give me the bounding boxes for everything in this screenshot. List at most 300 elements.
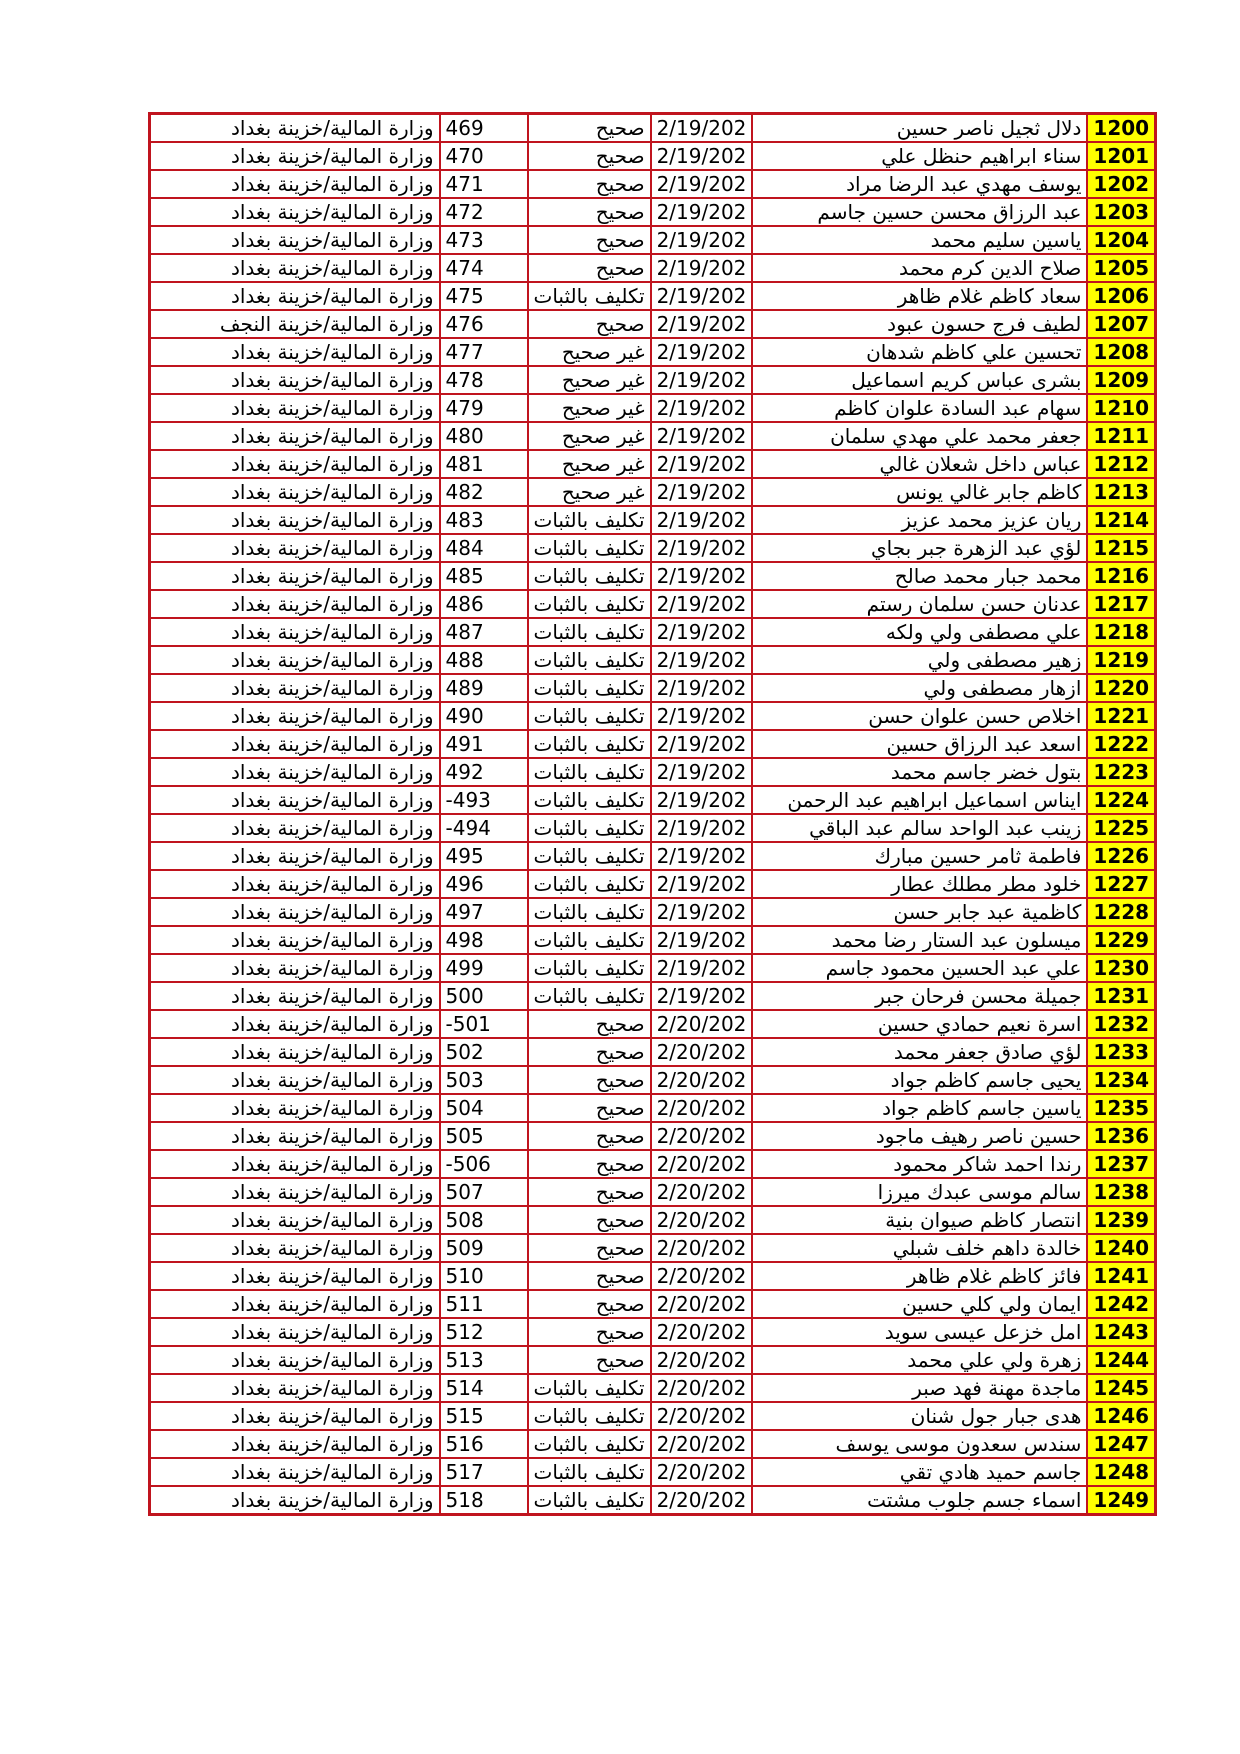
- status-cell: تكليف بالثبات: [528, 926, 651, 954]
- ministry-cell: وزارة المالية/خزينة بغداد: [150, 1458, 440, 1486]
- table-row: [150, 842, 1156, 870]
- full-name-cell: جاسم حميد هادي تقي: [752, 1458, 1087, 1486]
- table-row: [150, 534, 1156, 562]
- ministry-cell: وزارة المالية/خزينة بغداد: [150, 254, 440, 282]
- status-cell: تكليف بالثبات: [528, 842, 651, 870]
- table-row: [150, 898, 1156, 926]
- record-id-cell: 1226: [1087, 842, 1155, 870]
- status-cell: غير صحيح: [528, 394, 651, 422]
- record-id-cell: 1230: [1087, 954, 1155, 982]
- record-id-cell: 1227: [1087, 870, 1155, 898]
- full-name-cell: اسرة نعيم حمادي حسين: [752, 1010, 1087, 1038]
- sequence-number-cell: 517: [440, 1458, 528, 1486]
- sequence-number-cell: 492: [440, 758, 528, 786]
- table-row: [150, 1318, 1156, 1346]
- sequence-number-cell: 474: [440, 254, 528, 282]
- record-id-cell: 1224: [1087, 786, 1155, 814]
- date-cell: 2/19/202: [651, 226, 753, 254]
- table-row: [150, 758, 1156, 786]
- full-name-cell: بشرى عباس كريم اسماعيل: [752, 366, 1087, 394]
- sequence-number-cell: 495: [440, 842, 528, 870]
- full-name-cell: زهير مصطفى ولي: [752, 646, 1087, 674]
- date-cell: 2/19/202: [651, 310, 753, 338]
- record-id-cell: 1248: [1087, 1458, 1155, 1486]
- sequence-number-cell: 486: [440, 590, 528, 618]
- status-cell: صحيح: [528, 1038, 651, 1066]
- status-cell: صحيح: [528, 1066, 651, 1094]
- date-cell: 2/20/202: [651, 1066, 753, 1094]
- full-name-cell: ازهار مصطفى ولي: [752, 674, 1087, 702]
- sequence-number-cell: 497: [440, 898, 528, 926]
- ministry-cell: وزارة المالية/خزينة بغداد: [150, 1318, 440, 1346]
- ministry-cell: وزارة المالية/خزينة بغداد: [150, 1206, 440, 1234]
- table-row: [150, 1122, 1156, 1150]
- full-name-cell: كاظمية عبد جابر حسن: [752, 898, 1087, 926]
- table-row: [150, 478, 1156, 506]
- table-row: [150, 310, 1156, 338]
- table-row: [150, 1458, 1156, 1486]
- status-cell: غير صحيح: [528, 478, 651, 506]
- full-name-cell: رندا احمد شاكر محمود: [752, 1150, 1087, 1178]
- table-row: [150, 1150, 1156, 1178]
- date-cell: 2/20/202: [651, 1150, 753, 1178]
- record-id-cell: 1245: [1087, 1374, 1155, 1402]
- record-id-cell: 1209: [1087, 366, 1155, 394]
- date-cell: 2/19/202: [651, 730, 753, 758]
- ministry-cell: وزارة المالية/خزينة بغداد: [150, 422, 440, 450]
- record-id-cell: 1243: [1087, 1318, 1155, 1346]
- ministry-cell: وزارة المالية/خزينة بغداد: [150, 814, 440, 842]
- record-id-cell: 1221: [1087, 702, 1155, 730]
- full-name-cell: ميسلون عبد الستار رضا محمد: [752, 926, 1087, 954]
- record-id-cell: 1220: [1087, 674, 1155, 702]
- records-table: [148, 112, 1157, 1516]
- full-name-cell: حسين ناصر رهيف ماجود: [752, 1122, 1087, 1150]
- ministry-cell: وزارة المالية/خزينة بغداد: [150, 478, 440, 506]
- sequence-number-cell: 511: [440, 1290, 528, 1318]
- record-id-cell: 1228: [1087, 898, 1155, 926]
- status-cell: تكليف بالثبات: [528, 562, 651, 590]
- ministry-cell: وزارة المالية/خزينة بغداد: [150, 1178, 440, 1206]
- status-cell: تكليف بالثبات: [528, 898, 651, 926]
- full-name-cell: محمد جبار محمد صالح: [752, 562, 1087, 590]
- record-id-cell: 1222: [1087, 730, 1155, 758]
- sequence-number-cell: 478: [440, 366, 528, 394]
- table-row: [150, 814, 1156, 842]
- status-cell: تكليف بالثبات: [528, 534, 651, 562]
- status-cell: صحيح: [528, 1318, 651, 1346]
- sequence-number-cell: 503: [440, 1066, 528, 1094]
- sequence-number-cell: 479: [440, 394, 528, 422]
- sequence-number-cell: 508: [440, 1206, 528, 1234]
- ministry-cell: وزارة المالية/خزينة بغداد: [150, 282, 440, 310]
- table-row: [150, 590, 1156, 618]
- status-cell: صحيح: [528, 1094, 651, 1122]
- table-row: [150, 786, 1156, 814]
- full-name-cell: كاظم جابر غالي يونس: [752, 478, 1087, 506]
- record-id-cell: 1211: [1087, 422, 1155, 450]
- record-id-cell: 1235: [1087, 1094, 1155, 1122]
- table-row: [150, 282, 1156, 310]
- full-name-cell: عباس داخل شعلان غالي: [752, 450, 1087, 478]
- table-row: [150, 1094, 1156, 1122]
- table-row: [150, 338, 1156, 366]
- table-row: [150, 198, 1156, 226]
- date-cell: 2/19/202: [651, 282, 753, 310]
- date-cell: 2/19/202: [651, 534, 753, 562]
- table-row: [150, 254, 1156, 282]
- date-cell: 2/19/202: [651, 898, 753, 926]
- table-row: [150, 1430, 1156, 1458]
- record-id-cell: 1202: [1087, 170, 1155, 198]
- sequence-number-cell: 515: [440, 1402, 528, 1430]
- date-cell: 2/19/202: [651, 870, 753, 898]
- status-cell: صحيح: [528, 1150, 651, 1178]
- ministry-cell: وزارة المالية/خزينة بغداد: [150, 534, 440, 562]
- sequence-number-cell: 498: [440, 926, 528, 954]
- full-name-cell: لطيف فرج حسون عبود: [752, 310, 1087, 338]
- date-cell: 2/19/202: [651, 114, 753, 143]
- full-name-cell: بتول خضر جاسم محمد: [752, 758, 1087, 786]
- status-cell: صحيح: [528, 1234, 651, 1262]
- table-row: [150, 1234, 1156, 1262]
- sequence-number-cell: 472: [440, 198, 528, 226]
- ministry-cell: وزارة المالية/خزينة بغداد: [150, 338, 440, 366]
- date-cell: 2/19/202: [651, 954, 753, 982]
- sequence-number-cell: 516: [440, 1430, 528, 1458]
- full-name-cell: انتصار كاظم صيوان بنية: [752, 1206, 1087, 1234]
- ministry-cell: وزارة المالية/خزينة بغداد: [150, 170, 440, 198]
- table-row: [150, 170, 1156, 198]
- record-id-cell: 1241: [1087, 1262, 1155, 1290]
- ministry-cell: وزارة المالية/خزينة بغداد: [150, 198, 440, 226]
- ministry-cell: وزارة المالية/خزينة بغداد: [150, 730, 440, 758]
- sequence-number-cell: 487: [440, 618, 528, 646]
- status-cell: تكليف بالثبات: [528, 814, 651, 842]
- record-id-cell: 1216: [1087, 562, 1155, 590]
- table-row: [150, 366, 1156, 394]
- full-name-cell: زينب عبد الواحد سالم عبد الباقي: [752, 814, 1087, 842]
- sequence-number-cell: 480: [440, 422, 528, 450]
- sequence-number-cell: 504: [440, 1094, 528, 1122]
- date-cell: 2/19/202: [651, 506, 753, 534]
- table-row: [150, 982, 1156, 1010]
- date-cell: 2/20/202: [651, 1402, 753, 1430]
- record-id-cell: 1201: [1087, 142, 1155, 170]
- full-name-cell: عبد الرزاق محسن حسين جاسم: [752, 198, 1087, 226]
- date-cell: 2/19/202: [651, 422, 753, 450]
- sequence-number-cell: 509: [440, 1234, 528, 1262]
- status-cell: تكليف بالثبات: [528, 870, 651, 898]
- full-name-cell: جعفر محمد علي مهدي سلمان: [752, 422, 1087, 450]
- status-cell: صحيح: [528, 170, 651, 198]
- sequence-number-cell: -493: [440, 786, 528, 814]
- sequence-number-cell: -501: [440, 1010, 528, 1038]
- ministry-cell: وزارة المالية/خزينة بغداد: [150, 562, 440, 590]
- status-cell: تكليف بالثبات: [528, 702, 651, 730]
- full-name-cell: علي عبد الحسين محمود جاسم: [752, 954, 1087, 982]
- status-cell: صحيح: [528, 1122, 651, 1150]
- ministry-cell: وزارة المالية/خزينة بغداد: [150, 142, 440, 170]
- ministry-cell: وزارة المالية/خزينة بغداد: [150, 114, 440, 143]
- ministry-cell: وزارة المالية/خزينة بغداد: [150, 366, 440, 394]
- ministry-cell: وزارة المالية/خزينة بغداد: [150, 674, 440, 702]
- ministry-cell: وزارة المالية/خزينة بغداد: [150, 870, 440, 898]
- table-row: [150, 142, 1156, 170]
- sequence-number-cell: 469: [440, 114, 528, 143]
- table-row: [150, 1290, 1156, 1318]
- status-cell: تكليف بالثبات: [528, 1430, 651, 1458]
- ministry-cell: وزارة المالية/خزينة بغداد: [150, 898, 440, 926]
- status-cell: غير صحيح: [528, 338, 651, 366]
- table-row: [150, 1346, 1156, 1374]
- date-cell: 2/20/202: [651, 1458, 753, 1486]
- record-id-cell: 1247: [1087, 1430, 1155, 1458]
- date-cell: 2/20/202: [651, 1206, 753, 1234]
- status-cell: صحيح: [528, 198, 651, 226]
- date-cell: 2/20/202: [651, 1038, 753, 1066]
- ministry-cell: وزارة المالية/خزينة بغداد: [150, 1234, 440, 1262]
- ministry-cell: وزارة المالية/خزينة بغداد: [150, 1290, 440, 1318]
- sequence-number-cell: 502: [440, 1038, 528, 1066]
- full-name-cell: اسعد عبد الرزاق حسين: [752, 730, 1087, 758]
- record-id-cell: 1229: [1087, 926, 1155, 954]
- full-name-cell: سالم موسى عبدك ميرزا: [752, 1178, 1087, 1206]
- status-cell: صحيح: [528, 1346, 651, 1374]
- date-cell: 2/20/202: [651, 1010, 753, 1038]
- record-id-cell: 1231: [1087, 982, 1155, 1010]
- record-id-cell: 1200: [1087, 114, 1155, 143]
- status-cell: صحيح: [528, 226, 651, 254]
- sequence-number-cell: 505: [440, 1122, 528, 1150]
- status-cell: تكليف بالثبات: [528, 1458, 651, 1486]
- date-cell: 2/19/202: [651, 618, 753, 646]
- ministry-cell: وزارة المالية/خزينة بغداد: [150, 1374, 440, 1402]
- ministry-cell: وزارة المالية/خزينة بغداد: [150, 954, 440, 982]
- status-cell: غير صحيح: [528, 450, 651, 478]
- table-row: [150, 1038, 1156, 1066]
- sequence-number-cell: -494: [440, 814, 528, 842]
- date-cell: 2/20/202: [651, 1262, 753, 1290]
- full-name-cell: سندس سعدون موسى يوسف: [752, 1430, 1087, 1458]
- ministry-cell: وزارة المالية/خزينة بغداد: [150, 590, 440, 618]
- ministry-cell: وزارة المالية/خزينة بغداد: [150, 982, 440, 1010]
- full-name-cell: ايمان ولي كلي حسين: [752, 1290, 1087, 1318]
- date-cell: 2/20/202: [651, 1094, 753, 1122]
- status-cell: تكليف بالثبات: [528, 758, 651, 786]
- sequence-number-cell: 471: [440, 170, 528, 198]
- sequence-number-cell: 470: [440, 142, 528, 170]
- ministry-cell: وزارة المالية/خزينة بغداد: [150, 758, 440, 786]
- record-id-cell: 1236: [1087, 1122, 1155, 1150]
- full-name-cell: ياسين سليم محمد: [752, 226, 1087, 254]
- date-cell: 2/19/202: [651, 814, 753, 842]
- table-row: [150, 1206, 1156, 1234]
- date-cell: 2/19/202: [651, 702, 753, 730]
- status-cell: غير صحيح: [528, 366, 651, 394]
- date-cell: 2/20/202: [651, 1374, 753, 1402]
- table-row: [150, 674, 1156, 702]
- date-cell: 2/20/202: [651, 1486, 753, 1515]
- date-cell: 2/19/202: [651, 394, 753, 422]
- full-name-cell: سهام عبد السادة علوان كاظم: [752, 394, 1087, 422]
- record-id-cell: 1207: [1087, 310, 1155, 338]
- table-row: [150, 1066, 1156, 1094]
- record-id-cell: 1217: [1087, 590, 1155, 618]
- sequence-number-cell: 491: [440, 730, 528, 758]
- records-table-body: [150, 114, 1156, 1515]
- status-cell: صحيح: [528, 1206, 651, 1234]
- table-row: [150, 954, 1156, 982]
- date-cell: 2/19/202: [651, 170, 753, 198]
- ministry-cell: وزارة المالية/خزينة بغداد: [150, 1122, 440, 1150]
- date-cell: 2/19/202: [651, 366, 753, 394]
- record-id-cell: 1240: [1087, 1234, 1155, 1262]
- table-row: [150, 1374, 1156, 1402]
- full-name-cell: صلاح الدين كرم محمد: [752, 254, 1087, 282]
- ministry-cell: وزارة المالية/خزينة بغداد: [150, 646, 440, 674]
- ministry-cell: وزارة المالية/خزينة بغداد: [150, 226, 440, 254]
- table-row: [150, 702, 1156, 730]
- status-cell: تكليف بالثبات: [528, 674, 651, 702]
- record-id-cell: 1205: [1087, 254, 1155, 282]
- sequence-number-cell: 518: [440, 1486, 528, 1515]
- table-row: [150, 114, 1156, 143]
- ministry-cell: وزارة المالية/خزينة بغداد: [150, 394, 440, 422]
- full-name-cell: سعاد كاظم غلام ظاهر: [752, 282, 1087, 310]
- sequence-number-cell: 484: [440, 534, 528, 562]
- date-cell: 2/19/202: [651, 254, 753, 282]
- sequence-number-cell: 481: [440, 450, 528, 478]
- status-cell: صحيح: [528, 142, 651, 170]
- record-id-cell: 1223: [1087, 758, 1155, 786]
- status-cell: صحيح: [528, 310, 651, 338]
- sequence-number-cell: 473: [440, 226, 528, 254]
- sequence-number-cell: 499: [440, 954, 528, 982]
- table-row: [150, 646, 1156, 674]
- table-row: [150, 1402, 1156, 1430]
- full-name-cell: لؤي عبد الزهرة جبر بجاي: [752, 534, 1087, 562]
- date-cell: 2/19/202: [651, 926, 753, 954]
- sequence-number-cell: 490: [440, 702, 528, 730]
- record-id-cell: 1214: [1087, 506, 1155, 534]
- date-cell: 2/19/202: [651, 674, 753, 702]
- sequence-number-cell: 489: [440, 674, 528, 702]
- sequence-number-cell: 507: [440, 1178, 528, 1206]
- ministry-cell: وزارة المالية/خزينة بغداد: [150, 1094, 440, 1122]
- record-id-cell: 1215: [1087, 534, 1155, 562]
- record-id-cell: 1206: [1087, 282, 1155, 310]
- ministry-cell: وزارة المالية/خزينة بغداد: [150, 786, 440, 814]
- status-cell: تكليف بالثبات: [528, 982, 651, 1010]
- date-cell: 2/19/202: [651, 450, 753, 478]
- table-row: [150, 618, 1156, 646]
- table-row: [150, 506, 1156, 534]
- table-row: [150, 450, 1156, 478]
- sequence-number-cell: 510: [440, 1262, 528, 1290]
- record-id-cell: 1204: [1087, 226, 1155, 254]
- status-cell: تكليف بالثبات: [528, 786, 651, 814]
- status-cell: تكليف بالثبات: [528, 590, 651, 618]
- sequence-number-cell: 514: [440, 1374, 528, 1402]
- sequence-number-cell: 485: [440, 562, 528, 590]
- date-cell: 2/19/202: [651, 562, 753, 590]
- date-cell: 2/20/202: [651, 1178, 753, 1206]
- date-cell: 2/19/202: [651, 198, 753, 226]
- status-cell: صحيح: [528, 254, 651, 282]
- ministry-cell: وزارة المالية/خزينة بغداد: [150, 1150, 440, 1178]
- table-row: [150, 422, 1156, 450]
- record-id-cell: 1225: [1087, 814, 1155, 842]
- sequence-number-cell: 477: [440, 338, 528, 366]
- date-cell: 2/19/202: [651, 786, 753, 814]
- full-name-cell: ايناس اسماعيل ابراهيم عبد الرحمن: [752, 786, 1087, 814]
- sequence-number-cell: 488: [440, 646, 528, 674]
- ministry-cell: وزارة المالية/خزينة بغداد: [150, 450, 440, 478]
- status-cell: تكليف بالثبات: [528, 646, 651, 674]
- sequence-number-cell: 475: [440, 282, 528, 310]
- status-cell: تكليف بالثبات: [528, 730, 651, 758]
- full-name-cell: فائز كاظم غلام ظاهر: [752, 1262, 1087, 1290]
- full-name-cell: فاطمة ثامر حسين مبارك: [752, 842, 1087, 870]
- table-row: [150, 1010, 1156, 1038]
- record-id-cell: 1239: [1087, 1206, 1155, 1234]
- full-name-cell: هدى جبار جول شنان: [752, 1402, 1087, 1430]
- record-id-cell: 1242: [1087, 1290, 1155, 1318]
- full-name-cell: سناء ابراهيم حنظل علي: [752, 142, 1087, 170]
- date-cell: 2/20/202: [651, 1430, 753, 1458]
- date-cell: 2/19/202: [651, 142, 753, 170]
- date-cell: 2/20/202: [651, 1122, 753, 1150]
- ministry-cell: وزارة المالية/خزينة بغداد: [150, 618, 440, 646]
- ministry-cell: وزارة المالية/خزينة بغداد: [150, 1402, 440, 1430]
- full-name-cell: تحسين علي كاظم شدهان: [752, 338, 1087, 366]
- status-cell: غير صحيح: [528, 422, 651, 450]
- status-cell: صحيح: [528, 1178, 651, 1206]
- date-cell: 2/20/202: [651, 1234, 753, 1262]
- record-id-cell: 1219: [1087, 646, 1155, 674]
- full-name-cell: دلال ثجيل ناصر حسين: [752, 114, 1087, 143]
- record-id-cell: 1237: [1087, 1150, 1155, 1178]
- status-cell: صحيح: [528, 1262, 651, 1290]
- status-cell: تكليف بالثبات: [528, 1402, 651, 1430]
- full-name-cell: اخلاص حسن علوان حسن: [752, 702, 1087, 730]
- ministry-cell: وزارة المالية/خزينة بغداد: [150, 1038, 440, 1066]
- record-id-cell: 1249: [1087, 1486, 1155, 1515]
- table-row: [150, 226, 1156, 254]
- date-cell: 2/20/202: [651, 1290, 753, 1318]
- full-name-cell: يحيى جاسم كاظم جواد: [752, 1066, 1087, 1094]
- status-cell: تكليف بالثبات: [528, 1486, 651, 1515]
- table-row: [150, 1262, 1156, 1290]
- ministry-cell: وزارة المالية/خزينة بغداد: [150, 1486, 440, 1515]
- record-id-cell: 1234: [1087, 1066, 1155, 1094]
- table-row: [150, 1178, 1156, 1206]
- full-name-cell: اسماء جسم جلوب مشتت: [752, 1486, 1087, 1515]
- status-cell: تكليف بالثبات: [528, 1374, 651, 1402]
- date-cell: 2/19/202: [651, 478, 753, 506]
- record-id-cell: 1210: [1087, 394, 1155, 422]
- ministry-cell: وزارة المالية/خزينة بغداد: [150, 702, 440, 730]
- date-cell: 2/20/202: [651, 1318, 753, 1346]
- sequence-number-cell: 512: [440, 1318, 528, 1346]
- full-name-cell: ريان عزيز محمد عزيز: [752, 506, 1087, 534]
- record-id-cell: 1213: [1087, 478, 1155, 506]
- date-cell: 2/19/202: [651, 982, 753, 1010]
- table-row: [150, 1486, 1156, 1515]
- date-cell: 2/19/202: [651, 758, 753, 786]
- record-id-cell: 1233: [1087, 1038, 1155, 1066]
